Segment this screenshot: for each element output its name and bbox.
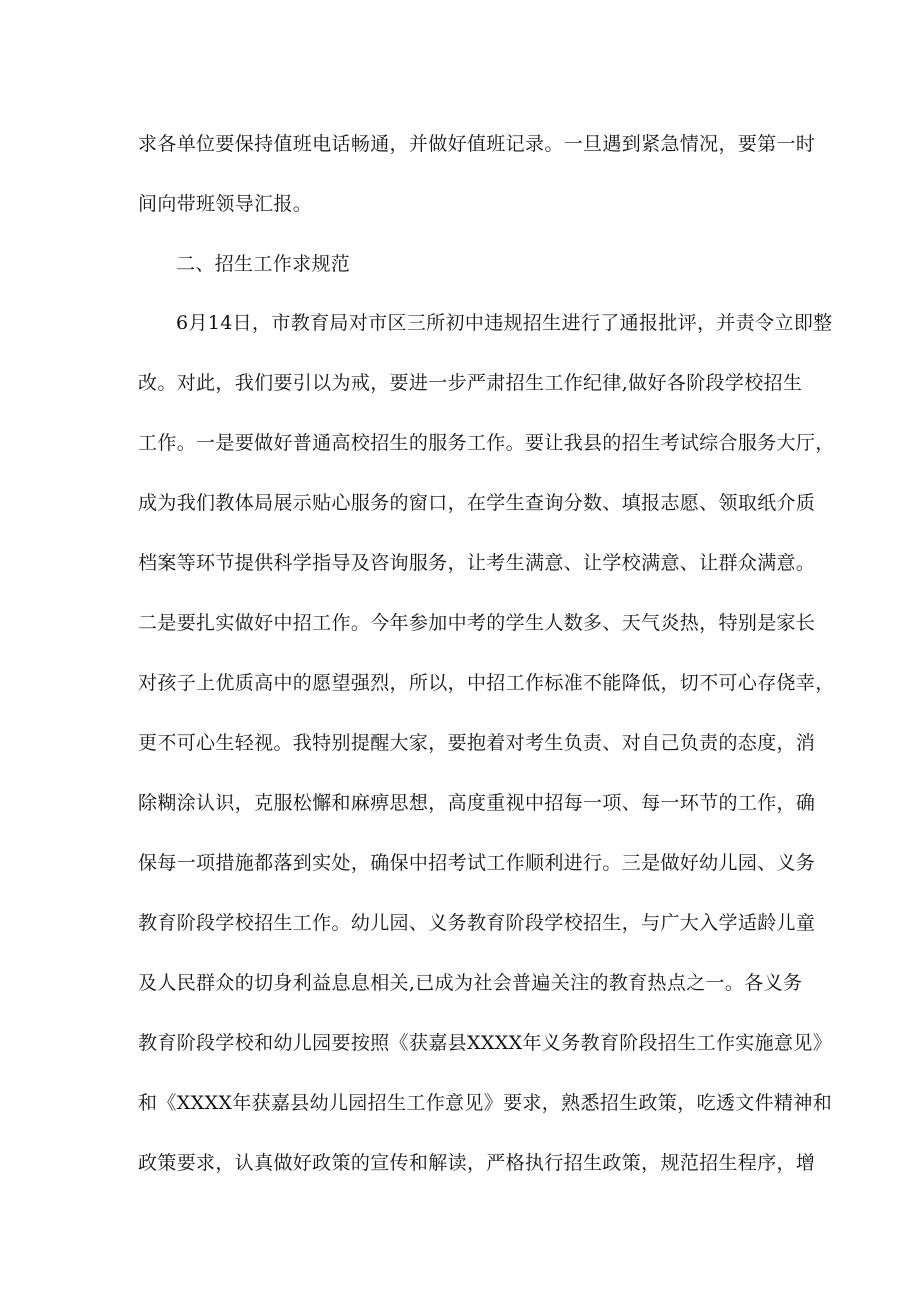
- text-line-8: 档案等环节提供科学指导及咨询服务，让考生满意、让学校满意、让群众满意。: [138, 552, 816, 574]
- text-line-11: 更不可心生轻视。我特别提醒大家，要抱着对考生负责、对自己负责的态度，消: [138, 732, 816, 754]
- text-line-14: 教育阶段学校招生工作。幼儿园、义务教育阶段学校招生，与广大入学适龄儿童: [138, 912, 816, 934]
- text-line-6: 工作。一是要做好普通高校招生的服务工作。要让我县的招生考试综合服务大厅，: [138, 432, 835, 454]
- text-line-18: 政策要求，认真做好政策的宣传和解读，严格执行招生政策，规范招生程序，增: [138, 1152, 816, 1174]
- text-line-5: 改。对此，我们要引以为戒，要进一步严肃招生工作纪律,做好各阶段学校招生: [138, 372, 803, 394]
- text-line-12: 除糊涂认识，克服松懈和麻痹思想，高度重视中招每一项、每一环节的工作，确: [138, 792, 816, 814]
- text-line-10: 对孩子上优质高中的愿望强烈，所以，中招工作标准不能降低，切不可心存侥幸，: [138, 672, 835, 694]
- text-line-9: 二是要扎实做好中招工作。今年参加中考的学生人数多、天气炎热，特别是家长: [138, 612, 816, 634]
- text-line-7: 成为我们教体局展示贴心服务的窗口，在学生查询分数、填报志愿、领取纸介质: [138, 492, 816, 514]
- text-line-16: 教育阶段学校和幼儿园要按照《获嘉县XXXX年义务教育阶段招生工作实施意见》: [138, 1032, 833, 1054]
- text-line-15: 及人民群众的切身利益息息相关,已成为社会普遍关注的教育热点之一。各义务: [138, 972, 803, 994]
- text-line-2: 间向带班领导汇报。: [138, 193, 313, 215]
- text-line-13: 保每一项措施都落到实处，确保中招考试工作顺利进行。三是做好幼儿园、义务: [138, 852, 816, 874]
- text-line-1: 求各单位要保持值班电话畅通，并做好值班记录。一旦遇到紧急情况，要第一时: [138, 133, 816, 155]
- section-heading: 二、招生工作求规范: [176, 253, 351, 275]
- text-line-17: 和《XXXX年获嘉县幼儿园招生工作意见》要求，熟悉招生政策，吃透文件精神和: [138, 1092, 833, 1114]
- paragraph-first-line: 6月14日，市教育局对市区三所初中违规招生进行了通报批评，并责令立即整: [176, 312, 833, 334]
